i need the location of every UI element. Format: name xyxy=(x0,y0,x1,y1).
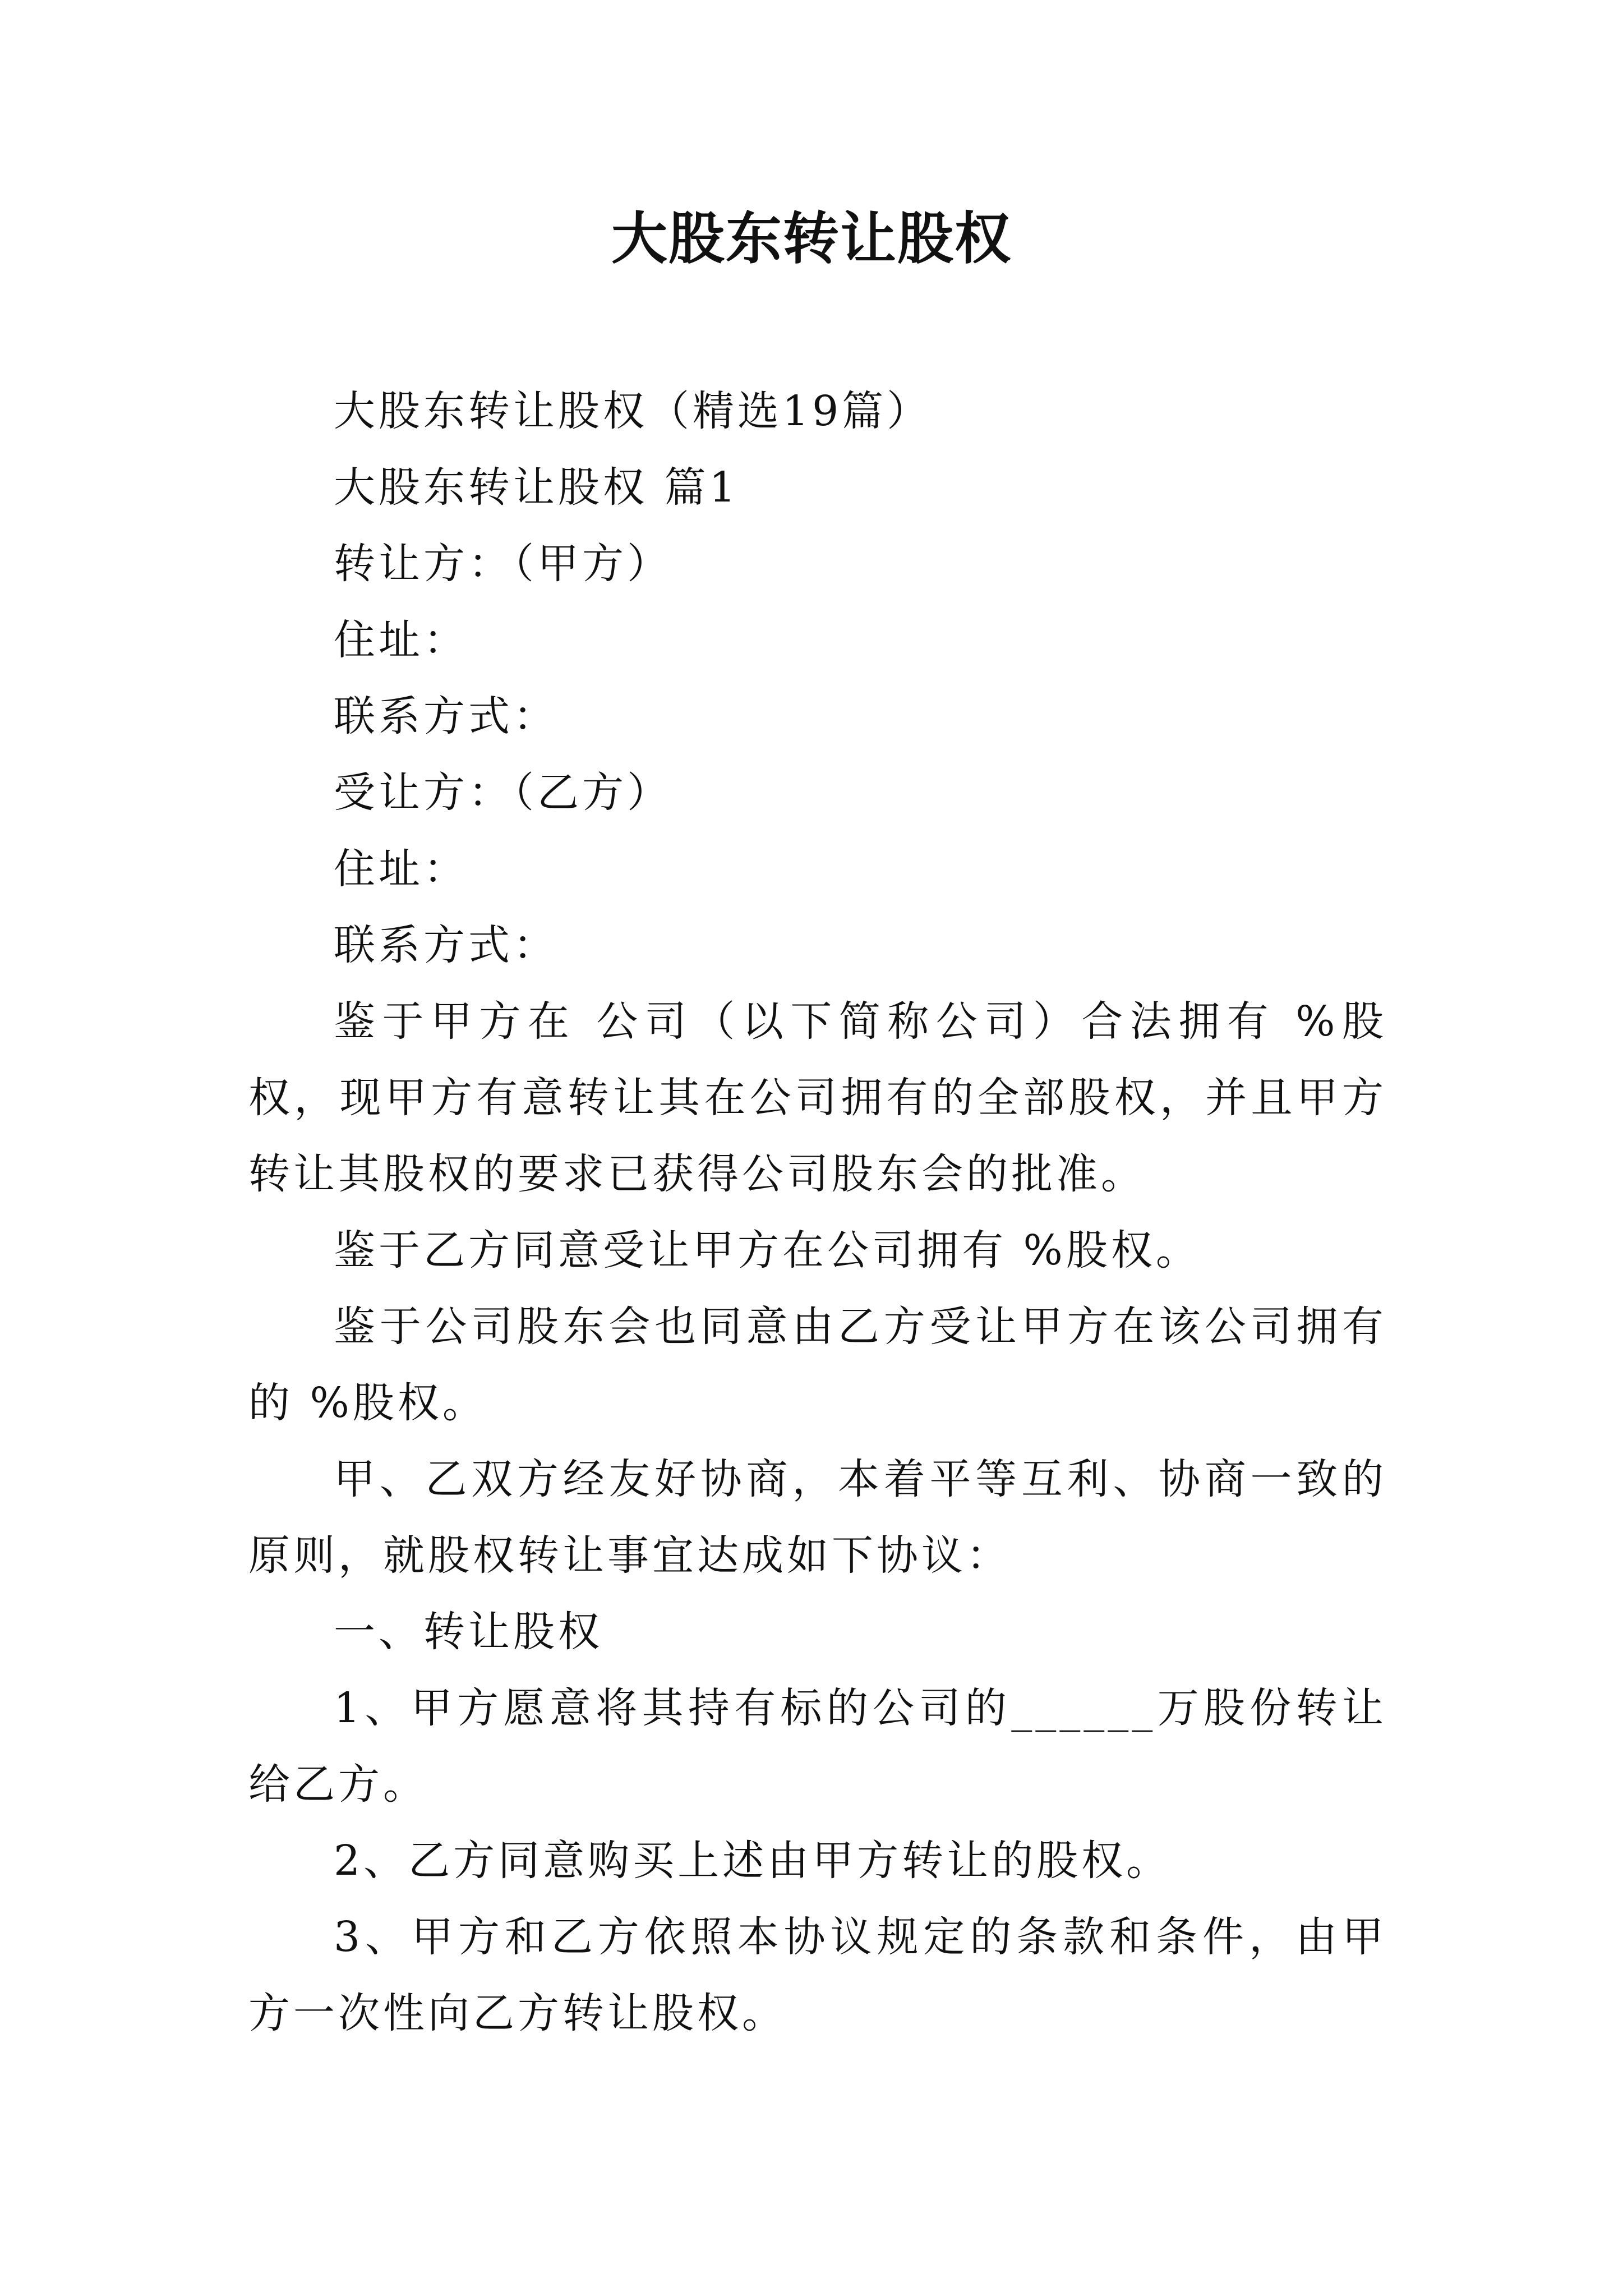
document-body xyxy=(248,373,1387,2051)
paragraph-recital-1: 鉴于甲方在 公司（以下简称公司）合法拥有 %股权，现甲方有意转让其在公司拥有的全部股权，并且甲方转让其股权的要求已获得公司股东会的批准。 xyxy=(248,997,1387,1198)
paragraph-transferor: 转让方：（甲方） xyxy=(334,540,672,588)
paragraph-agreement-intro: 甲、乙双方经友好协商，本着平等互利、协商一致的原则，就股权转让事宜达成如下协议： xyxy=(248,1455,1387,1580)
paragraph-clause-1: 1、甲方愿意将其持有标的公司的______万股份转让给乙方。 xyxy=(248,1684,1387,1809)
paragraph-transferor-contact: 联系方式： xyxy=(334,692,558,740)
paragraph-transferee-address: 住址： xyxy=(334,845,468,893)
paragraph-section-heading: 大股东转让股权 篇1 xyxy=(334,463,739,512)
paragraph-transferee-contact: 联系方式： xyxy=(334,921,558,969)
paragraph-transferee: 受让方：（乙方） xyxy=(334,769,672,817)
paragraph-clause-3: 3、甲方和乙方依照本协议规定的条款和条件，由甲方一次性向乙方转让股权。 xyxy=(248,1913,1387,2037)
document-title: 大股东转让股权 xyxy=(611,205,1012,272)
paragraph-clause-2: 2、乙方同意购买上述由甲方转让的股权。 xyxy=(334,1837,1172,1885)
paragraph-article-heading: 一、转让股权 xyxy=(334,1608,603,1656)
paragraph-recital-3: 鉴于公司股东会也同意由乙方受让甲方在该公司拥有的 %股权。 xyxy=(248,1303,1387,1427)
paragraph-recital-2: 鉴于乙方同意受让甲方在公司拥有 %股权。 xyxy=(334,1226,1201,1274)
paragraph-transferor-address: 住址： xyxy=(334,616,468,664)
paragraph-subtitle: 大股东转让股权（精选19篇） xyxy=(334,387,932,435)
